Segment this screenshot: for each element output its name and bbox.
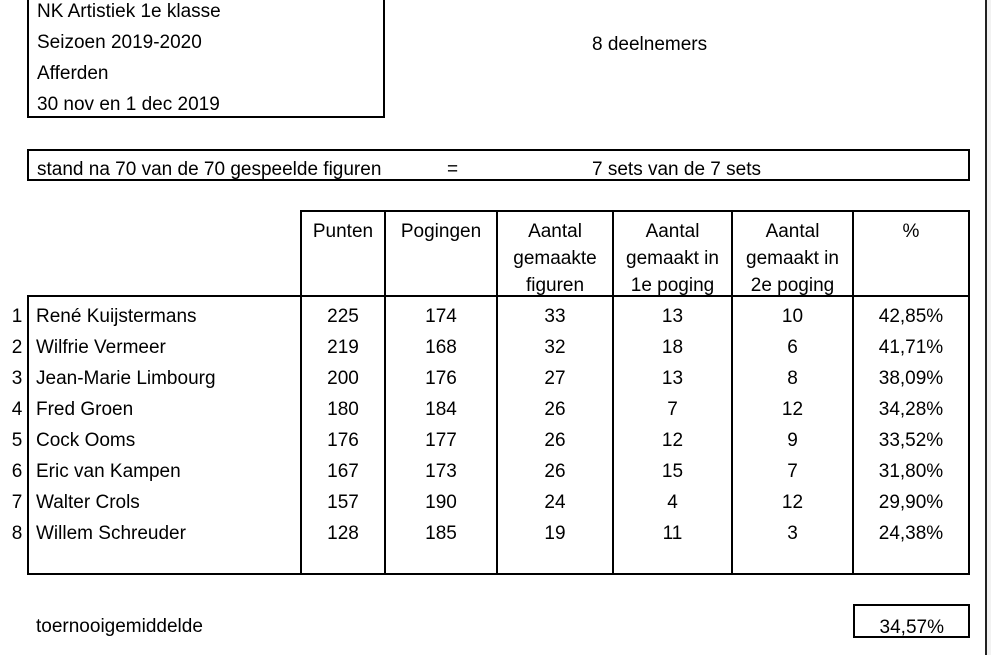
rank: 5 [11, 430, 23, 451]
table-row [0, 461, 991, 491]
made-figures: 32 [544, 337, 566, 358]
player-name: Fred Groen [36, 399, 134, 420]
made-figures: 26 [544, 430, 566, 451]
made-second: 3 [787, 523, 798, 544]
attempts: 168 [425, 337, 457, 358]
made-second: 6 [787, 337, 798, 358]
percentage: 42,85% [878, 306, 944, 327]
attempts: 184 [425, 399, 457, 420]
attempts: 176 [425, 368, 457, 389]
rank: 7 [11, 492, 23, 513]
table-row [0, 337, 991, 367]
table-row [0, 399, 991, 429]
made-figures: 26 [544, 461, 566, 482]
made-second: 8 [787, 368, 798, 389]
made-first: 13 [661, 368, 684, 389]
rank: 2 [11, 337, 23, 358]
made-figures: 24 [544, 492, 566, 513]
attempts: 190 [425, 492, 457, 513]
points: 176 [327, 430, 359, 451]
rank: 6 [11, 461, 23, 482]
player-name: René Kuijstermans [36, 306, 197, 327]
tournament-average-value: 34,57% [879, 617, 944, 638]
made-first: 18 [661, 337, 684, 358]
standing-sets: 7 sets van de 7 sets [592, 159, 761, 180]
tournament-title: NK Artistiek 1e klasse [37, 1, 221, 22]
made-figures: 27 [544, 368, 566, 389]
attempts: 174 [425, 306, 457, 327]
rank: 4 [11, 399, 23, 420]
made-first: 15 [661, 461, 684, 482]
location-label: Afferden [37, 63, 109, 84]
made-figures: 19 [544, 523, 566, 544]
attempts: 177 [425, 430, 457, 451]
header-made-second-attempt: Aantal gemaakt in 2e poging [746, 221, 839, 296]
header-percentage: % [902, 221, 920, 242]
made-second: 7 [787, 461, 798, 482]
percentage: 29,90% [878, 492, 944, 513]
header-points: Punten [312, 221, 374, 242]
table-row [0, 492, 991, 522]
points: 219 [327, 337, 359, 358]
tournament-average-label: toernooigemiddelde [36, 616, 203, 637]
percentage: 38,09% [878, 368, 944, 389]
season-label: Seizoen 2019-2020 [37, 32, 202, 53]
table-row [0, 368, 991, 398]
participant-count: 8 deelnemers [592, 34, 708, 55]
made-figures: 33 [544, 306, 566, 327]
table-row [0, 306, 991, 336]
points: 167 [327, 461, 359, 482]
table-row [0, 523, 991, 553]
made-second: 12 [781, 492, 804, 513]
header-made-figures: Aantal gemaakte figuren [513, 221, 597, 296]
standing-equals: = [447, 159, 459, 180]
table-row [0, 430, 991, 460]
header-made-first-attempt: Aantal gemaakt in 1e poging [626, 221, 719, 296]
made-first: 12 [661, 430, 684, 451]
player-name: Cock Ooms [36, 430, 136, 451]
points: 225 [327, 306, 359, 327]
percentage: 31,80% [878, 461, 944, 482]
dates-label: 30 nov en 1 dec 2019 [37, 94, 220, 115]
percentage: 34,28% [878, 399, 944, 420]
attempts: 173 [425, 461, 457, 482]
percentage: 24,38% [878, 523, 944, 544]
player-name: Eric van Kampen [36, 461, 181, 482]
made-second: 10 [781, 306, 804, 327]
player-name: Willem Schreuder [36, 523, 186, 544]
made-second: 9 [787, 430, 798, 451]
player-name: Walter Crols [36, 492, 140, 513]
points: 200 [327, 368, 359, 389]
percentage: 33,52% [878, 430, 944, 451]
tournament-average-box [853, 604, 970, 638]
points: 180 [327, 399, 359, 420]
made-first: 7 [667, 399, 678, 420]
points: 128 [327, 523, 359, 544]
percentage: 41,71% [878, 337, 944, 358]
rank: 1 [11, 306, 23, 327]
made-second: 12 [781, 399, 804, 420]
rank: 3 [11, 368, 23, 389]
player-name: Wilfrie Vermeer [36, 337, 166, 358]
attempts: 185 [425, 523, 457, 544]
player-name: Jean-Marie Limbourg [36, 368, 216, 389]
standing-text: stand na 70 van de 70 gespeelde figuren [37, 159, 382, 180]
made-figures: 26 [544, 399, 566, 420]
made-first: 11 [662, 523, 683, 544]
header-attempts: Pogingen [400, 221, 482, 242]
points: 157 [327, 492, 359, 513]
made-first: 13 [661, 306, 684, 327]
rank: 8 [11, 523, 23, 544]
made-first: 4 [667, 492, 678, 513]
